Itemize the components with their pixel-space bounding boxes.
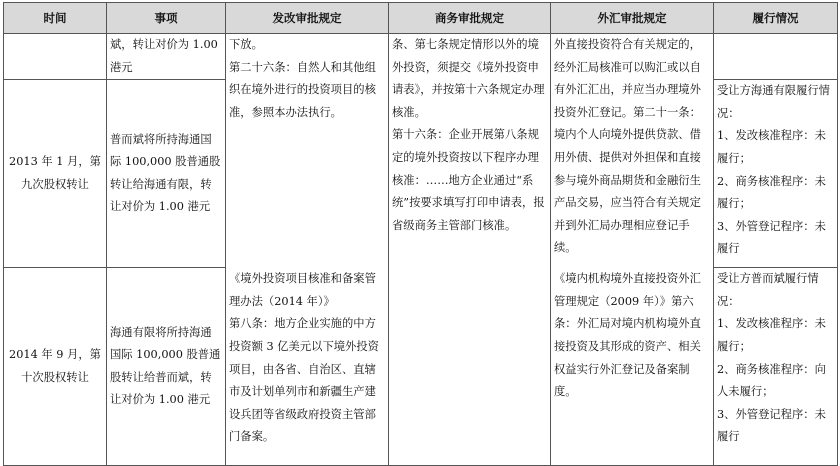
row-item-cell: 海通有限将所持海通国际 100,000 股普通股转让给普而斌，转让对价为 1.00 港元 — [107, 268, 226, 466]
forex-cell-2 — [551, 268, 714, 466]
ndrc-cell-2 — [226, 268, 389, 466]
row-time-cell: 2013 年 1 月，第九次股权转让 — [4, 80, 107, 268]
forex-text-1: 外直接投资符合有关规定的，经外汇局核准可以购汇或以自有外汇汇出，并应当办理境外投资外汇登记。第二十一条：境内个人向境外提供贷款、借用外债、提供对外担保和直接参与境外商品期货和金融衍生产品交易，应当符合有关规定并到外汇局办理相应登记手续。 — [554, 38, 701, 255]
row-item-cell: 斌，转让对价为 1.00 港元 — [107, 34, 226, 80]
row-item-cell: 普而斌将所持海通国际 100,000 股普通股转让给海通有限，转让对价为 1.00 港元 — [107, 80, 226, 268]
forex-text-2: 《境内机构境外直接投资外汇管理规定（2009 年）》第六条：外汇局对境内机构境外直接投资及其形成的资产、相关权益实行外汇登记及备案制度。 — [554, 272, 701, 399]
commerce-text: 条、第七条规定情形以外的境外投资，须提交《境外投资申请表》，并按第十六条规定办理核准。 第十六条：企业开展第八条规定的境外投资按以下程序办理核准：……地方企业通过“系统”按要求填写打印申请表，报省级商务主管部门核准。 — [392, 38, 545, 232]
header-row — [4, 3, 838, 34]
row-time-cell: 2014 年 9 月，第十次股权转让 — [4, 268, 107, 466]
commerce-cell — [389, 34, 551, 466]
header-item: 事项 — [107, 3, 226, 34]
row-time-cell — [4, 34, 107, 80]
table-row — [4, 34, 838, 80]
ndrc-text-2: 《境外投资项目核准和备案管理办法（2014 年）》 第八条：地方企业实施的中方投资额 3 亿美元以下境外投资项目，由各省、自治区、直辖市及计划单列市和新疆生产建设兵团等省级政府投资主管部门备案。 — [229, 272, 379, 444]
row-performance-cell: 受让方普而斌履行情况： 1、发改核准程序：未履行； 2、商务核准程序：向人未履行； 3、外管登记程序：未履行 — [714, 268, 838, 466]
header-ndrc: 发改审批规定 — [226, 3, 389, 34]
header-commerce: 商务审批规定 — [389, 3, 551, 34]
document-table — [3, 2, 838, 466]
forex-cell — [551, 34, 714, 268]
header-performance: 履行情况 — [714, 3, 838, 34]
row-performance-cell: 受让方海通有限履行情况： 1、发改核准程序：未履行； 2、商务核准程序：未履行； 3、外管登记程序：未履行 — [714, 80, 838, 268]
header-forex: 外汇审批规定 — [551, 3, 714, 34]
row-performance-cell — [714, 34, 838, 80]
header-time: 时间 — [4, 3, 107, 34]
ndrc-text-1: 下放。 第二十六条：自然人和其他组织在境外进行的投资项目的核准，参照本办法执行。 — [229, 38, 376, 119]
ndrc-cell — [226, 34, 389, 268]
